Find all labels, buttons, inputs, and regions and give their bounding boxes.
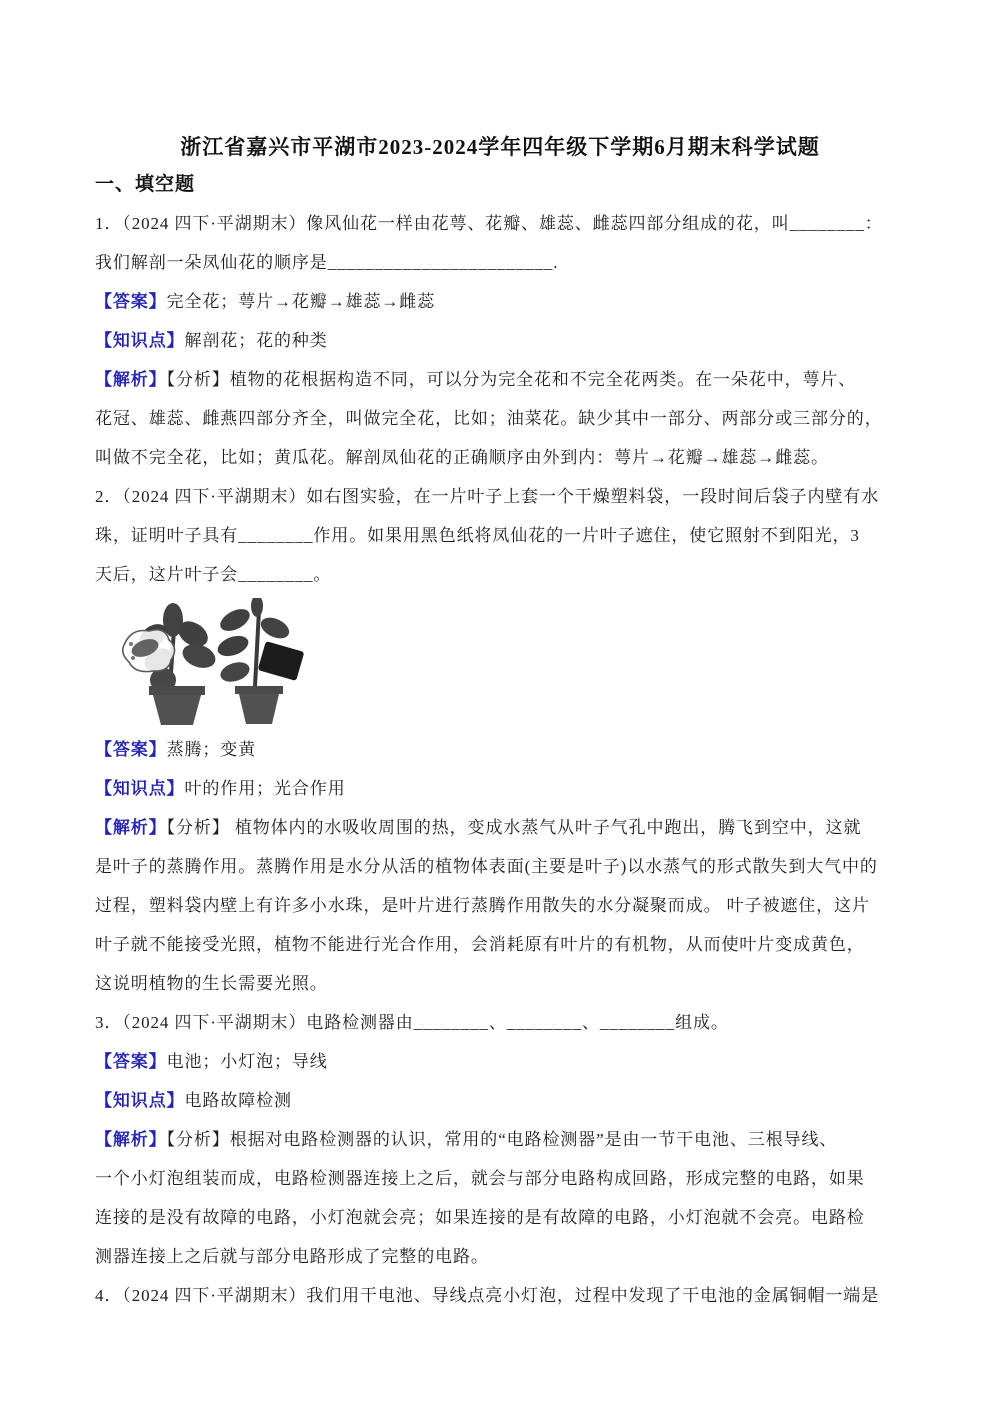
bracket-label: 【知识点】 — [95, 779, 185, 798]
analysis-text: 测器连接上之后就与部分电路形成了完整的电路。 — [95, 1247, 489, 1266]
left-plant-with-plastic-bag — [123, 603, 219, 725]
bracket-label: 【答案】 — [95, 292, 167, 311]
analysis-text: 这说明植物的生长需要光照。 — [95, 974, 328, 993]
bracket-label: 【答案】 — [95, 740, 167, 759]
analysis-line — [95, 1237, 905, 1276]
analysis-line — [95, 847, 905, 886]
question-line — [95, 555, 905, 594]
analysis-text: 【分析】植物的花根据构造不同，可以分为完全花和不完全花两类。在一朵花中，萼片、 — [166, 370, 857, 389]
question-line — [95, 204, 905, 243]
knowledge-text: 解剖花；花的种类 — [184, 331, 328, 350]
analysis-line — [95, 1120, 905, 1159]
analysis-line — [95, 399, 905, 438]
knowledge-line — [95, 321, 905, 360]
analysis-text: 【分析】根据对电路检测器的认识，常用的“电路检测器”是由一节干电池、三根导线、 — [166, 1130, 838, 1149]
answer-text: 蒸腾；变黄 — [166, 740, 257, 759]
analysis-text: 花冠、雄蕊、雌燕四部分齐全，叫做完全花，比如；油菜花。缺少其中一部分、两部分或三部分的， — [95, 409, 883, 428]
question-blocks-after-illustration — [95, 730, 905, 1315]
question-text: 天后，这片叶子会________。 — [95, 565, 332, 584]
analysis-line — [95, 964, 905, 1003]
analysis-text: 叶子就不能接受光照，植物不能进行光合作用，会消耗原有叶片的有机物，从而使叶片变成黄色， — [95, 935, 865, 954]
analysis-line — [95, 925, 905, 964]
bracket-label: 【解析】 — [95, 1130, 167, 1149]
bracket-label: 【答案】 — [95, 1052, 167, 1071]
experiment-illustration — [107, 598, 905, 726]
bracket-label: 【解析】 — [95, 818, 167, 837]
analysis-text: 连接的是没有故障的电路，小灯泡就会亮；如果连接的是有故障的电路，小灯泡就不会亮。电路检 — [95, 1208, 865, 1227]
analysis-line — [95, 808, 905, 847]
answer-line — [95, 1042, 905, 1081]
question-text: 4．（2024 四下·平湖期末）我们用干电池、导线点亮小灯泡，过程中发现了干电池的金属铜帽一端是 — [95, 1286, 880, 1305]
question-text: 3．（2024 四下·平湖期末）电路检测器由________、________、________组成。 — [95, 1013, 729, 1032]
right-plant-with-black-paper — [215, 598, 304, 724]
question-line — [95, 243, 905, 282]
question-text: 我们解剖一朵凤仙花的顺序是________________________. — [95, 253, 559, 272]
bracket-label: 【解析】 — [95, 370, 167, 389]
answer-text: 完全花；萼片→花瓣→雄蕊→雌蕊 — [166, 292, 436, 311]
knowledge-text: 叶的作用；光合作用 — [184, 779, 346, 798]
page-title: 浙江省嘉兴市平湖市2023-2024学年四年级下学期6月期末科学试题 — [180, 135, 820, 159]
question-line — [95, 477, 905, 516]
analysis-text: 一个小灯泡组装而成，电路检测器连接上之后，就会与部分电路构成回路，形成完整的电路，如果 — [95, 1169, 865, 1188]
bracket-label: 【知识点】 — [95, 331, 185, 350]
analysis-text: 过程，塑料袋内壁上有许多小水珠，是叶片进行蒸腾作用散失的水分凝聚而成。 叶子被遮住，这片 — [95, 896, 870, 915]
knowledge-line — [95, 769, 905, 808]
analysis-line — [95, 1159, 905, 1198]
question-blocks-before-illustration — [95, 204, 905, 594]
answer-text: 电池；小灯泡；导线 — [166, 1052, 328, 1071]
section-heading-fill-in-blanks: 一、填空题 — [95, 174, 196, 195]
analysis-line — [95, 360, 905, 399]
analysis-text: 叫做不完全花，比如；黄瓜花。解剖凤仙花的正确顺序由外到内：萼片→花瓣→雄蕊→雌蕊。 — [95, 448, 829, 467]
question-line — [95, 516, 905, 555]
knowledge-text: 电路故障检测 — [184, 1091, 292, 1110]
two-potted-plants-figure — [107, 598, 407, 726]
question-line — [95, 1276, 905, 1315]
analysis-line — [95, 438, 905, 477]
answer-line — [95, 282, 905, 321]
question-text: 2．（2024 四下·平湖期末）如右图实验，在一片叶子上套一个干燥塑料袋，一段时间后袋子内壁有水 — [95, 487, 880, 506]
bracket-label: 【知识点】 — [95, 1091, 185, 1110]
question-line — [95, 1003, 905, 1042]
analysis-line — [95, 1198, 905, 1237]
answer-line — [95, 730, 905, 769]
question-text: 珠，证明叶子具有________作用。如果用黑色纸将凤仙花的一片叶子遮住，使它照射不到阳光，3 — [95, 526, 860, 545]
analysis-text: 是叶子的蒸腾作用。蒸腾作用是水分从活的植物体表面(主要是叶子)以水蒸气的形式散失到大气中的 — [95, 857, 878, 876]
analysis-text: 【分析】 植物体内的水吸收周围的热，变成水蒸气从叶子气孔中跑出，腾飞到空中，这就 — [166, 818, 862, 837]
question-text: 1．（2024 四下·平湖期末）像风仙花一样由花萼、花瓣、雄蕊、雌蕊四部分组成的花，叫________： — [95, 214, 883, 233]
knowledge-line — [95, 1081, 905, 1120]
analysis-line — [95, 886, 905, 925]
